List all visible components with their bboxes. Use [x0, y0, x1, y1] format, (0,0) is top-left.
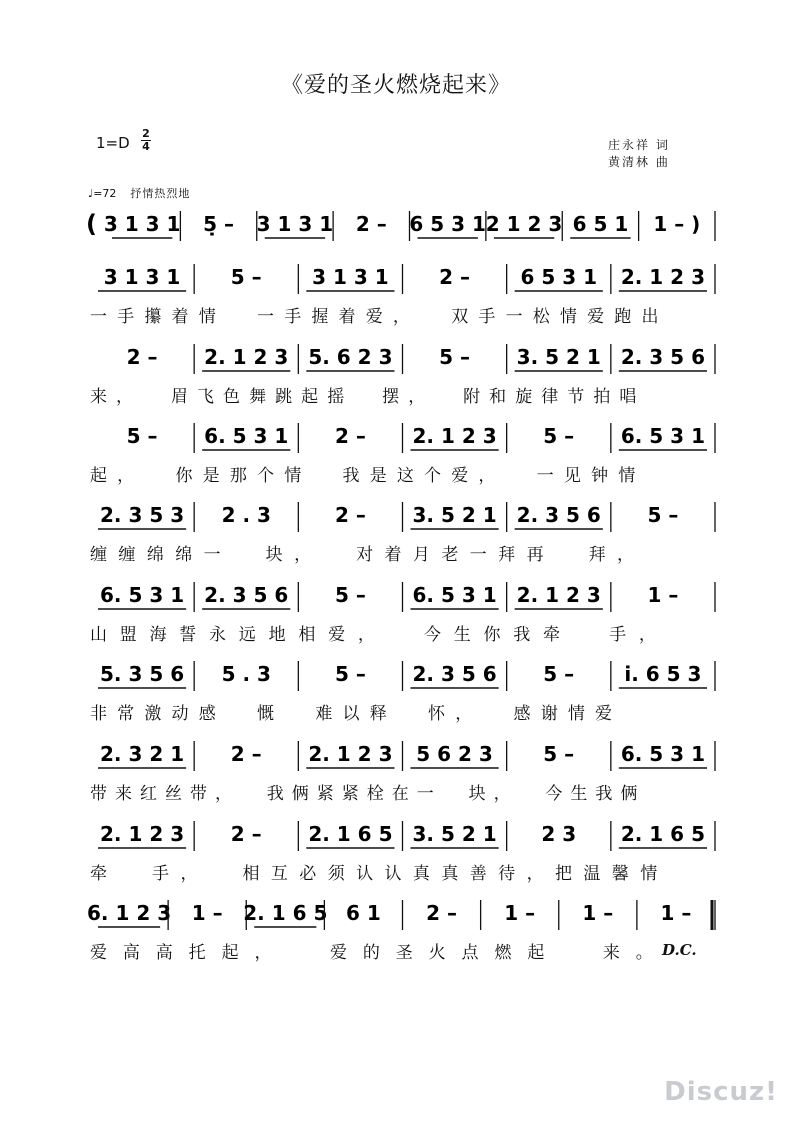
measure-notes: 2 – [334, 424, 366, 448]
notation-line [86, 205, 715, 245]
measure-notes: 6 1 [346, 901, 381, 925]
notation-line [90, 496, 715, 536]
measure-notes: 5̣ – [203, 212, 235, 236]
lyrics-line [90, 779, 715, 803]
score-row [90, 735, 715, 803]
lyrics-line [90, 859, 715, 883]
lyrics-text: 非常激动感 慨 难以释 怀， 感谢情爱 [90, 704, 623, 724]
measure-notes: 2 – [426, 901, 458, 925]
measure-notes: 3. 5 2 1 [516, 345, 601, 369]
measure-notes: 1 – [660, 901, 692, 925]
measure-notes: 2 – [355, 212, 387, 236]
lyrics-text: 起， 你是那个情 我是这个爱， 一见钟情 [90, 466, 646, 486]
lyrics-text: 来， 眉飞色舞跳起摇 摆， 附和旋律节拍唱 [90, 387, 646, 407]
key-signature: 1=D [96, 134, 130, 152]
measure-notes: 6. 5 3 1 [100, 583, 185, 607]
measure-notes: 2. 1 6 5 [243, 901, 328, 925]
measure-notes: 2. 1 2 3 [204, 345, 289, 369]
notation-line [86, 894, 715, 934]
measure-notes: 2. 3 2 1 [100, 742, 185, 766]
lyrics-text: 牵 手， 相互必须认认真真善待，把温馨情 [90, 864, 669, 884]
measure-notes: i. 6 5 3 [624, 662, 702, 686]
measure-notes: 5 – [230, 265, 262, 289]
score-row [90, 655, 715, 723]
measure-notes: 3 1 3 1 [256, 212, 334, 236]
watermark-logo: Discuz! [664, 1077, 778, 1107]
mood-marking: 抒情热烈地 [130, 187, 191, 200]
measure-notes: 5 – [126, 424, 158, 448]
measure-notes: 2 3 [541, 822, 577, 846]
measure-notes: 2 – [334, 503, 366, 527]
measure-notes: 5. 6 2 3 [308, 345, 393, 369]
score-row [86, 894, 715, 963]
score-row [90, 338, 715, 406]
lyrics-line [90, 699, 715, 723]
lyrics-text: 缠缠绵绵一 块， 对着月老一拜再 拜， [90, 545, 646, 565]
song-title: 《爱的圣火燃烧起来》 [280, 73, 511, 98]
notation-line [90, 735, 715, 775]
measure-notes: 5. 3 5 6 [100, 662, 185, 686]
measure-notes: 6. 5 3 1 [620, 424, 705, 448]
score-row [90, 417, 715, 485]
measure-notes: 1 – [191, 901, 223, 925]
measure-notes: 6. 1 2 3 [86, 901, 172, 925]
measure-notes: 3 1 3 1 [103, 212, 181, 236]
measure-notes: 6 5 3 1 [409, 212, 486, 236]
measure-notes: 5 – [647, 503, 679, 527]
measure-notes: 2. 1 2 3 [620, 265, 705, 289]
dc-mark: D.C. [662, 941, 697, 959]
measure-notes: 1 – [582, 901, 614, 925]
time-signature-top: 2 [142, 127, 150, 140]
notation-line [90, 576, 715, 616]
measure-notes: 1 – [504, 901, 536, 925]
lyrics-text: 一手攥着情 一手握着爱， 双手一松情爱跑出 [90, 307, 669, 327]
measure-notes: 5 – [543, 424, 575, 448]
measure-notes: 2. 3 5 3 [100, 503, 185, 527]
composer: 黄清林 曲 [608, 155, 670, 169]
measure-notes: 2 – [230, 742, 262, 766]
measure-notes: 2. 3 5 6 [516, 503, 601, 527]
measure-notes: 2. 3 5 6 [620, 345, 705, 369]
measure-notes: 1 – [647, 583, 679, 607]
measure-notes: 2. 1 2 3 [100, 822, 185, 846]
lyrics-text: 山盟海誓永远地相爱， 今生你我牵 手， [90, 625, 669, 645]
lyrics-line [90, 620, 715, 644]
lyrics-line [90, 302, 715, 326]
measure-notes: 6. 5 3 1 [204, 424, 289, 448]
measure-notes: 3. 5 2 1 [412, 503, 497, 527]
measure-notes: 1 – ) [653, 212, 701, 236]
measure-notes: 2. 3 5 6 [412, 662, 497, 686]
measure-notes: 5 6 2 3 [416, 742, 493, 766]
measure-notes: 5 – [334, 583, 366, 607]
notation-line [90, 338, 715, 378]
notation-line [90, 815, 715, 855]
measure-notes: 2 – [230, 822, 262, 846]
measure-notes: 6. 5 3 1 [412, 583, 497, 607]
measure-notes: 6 5 1 [572, 212, 629, 236]
repeat-open-paren: ( [86, 210, 97, 238]
time-signature-bottom: 4 [142, 140, 150, 153]
measure-notes: 2 1 2 3 [485, 212, 563, 236]
lyrics-line [90, 382, 715, 406]
measure-notes: 2 – [126, 345, 158, 369]
tempo-value: ♩=72 [88, 187, 117, 200]
measure-notes: 2. 3 5 6 [204, 583, 289, 607]
measure-notes: 2. 1 2 3 [308, 742, 393, 766]
lyricist: 庄永祥 词 [608, 138, 670, 152]
measure-notes: 3 1 3 1 [103, 265, 181, 289]
measure-notes: 5 . 3 [221, 662, 271, 686]
measure-notes: 3. 5 2 1 [412, 822, 497, 846]
measure-notes: 5 – [543, 742, 575, 766]
notation-line [90, 417, 715, 457]
lyrics-line [90, 461, 715, 485]
measure-notes: 2. 1 6 5 [620, 822, 705, 846]
lyrics-line [90, 540, 715, 564]
measure-notes: 2 – [439, 265, 471, 289]
measure-notes: 5 – [334, 662, 366, 686]
lyrics-line [90, 938, 715, 962]
lyrics-text: 带来红丝带， 我俩紧紧栓在一 块， 今生我俩 [90, 784, 646, 804]
measure-notes: 6 5 3 1 [520, 265, 598, 289]
score-row [90, 496, 715, 564]
measure-notes: 3 1 3 1 [312, 265, 389, 289]
measure-notes: 5 – [543, 662, 575, 686]
lyrics-text: 爱高高托起， 爱的圣火点燃起 来。 [90, 943, 669, 963]
measure-notes: 2. 1 2 3 [516, 583, 601, 607]
notation-line [90, 655, 715, 695]
notation-line [90, 258, 715, 298]
score-row [90, 258, 715, 326]
score-row [90, 576, 715, 644]
measure-notes: 6. 5 3 1 [620, 742, 705, 766]
measure-notes: 2 . 3 [221, 503, 271, 527]
score-row [90, 815, 715, 883]
measure-notes: 2. 1 6 5 [308, 822, 393, 846]
measure-notes: 2. 1 2 3 [412, 424, 497, 448]
measure-notes: 5 – [439, 345, 471, 369]
